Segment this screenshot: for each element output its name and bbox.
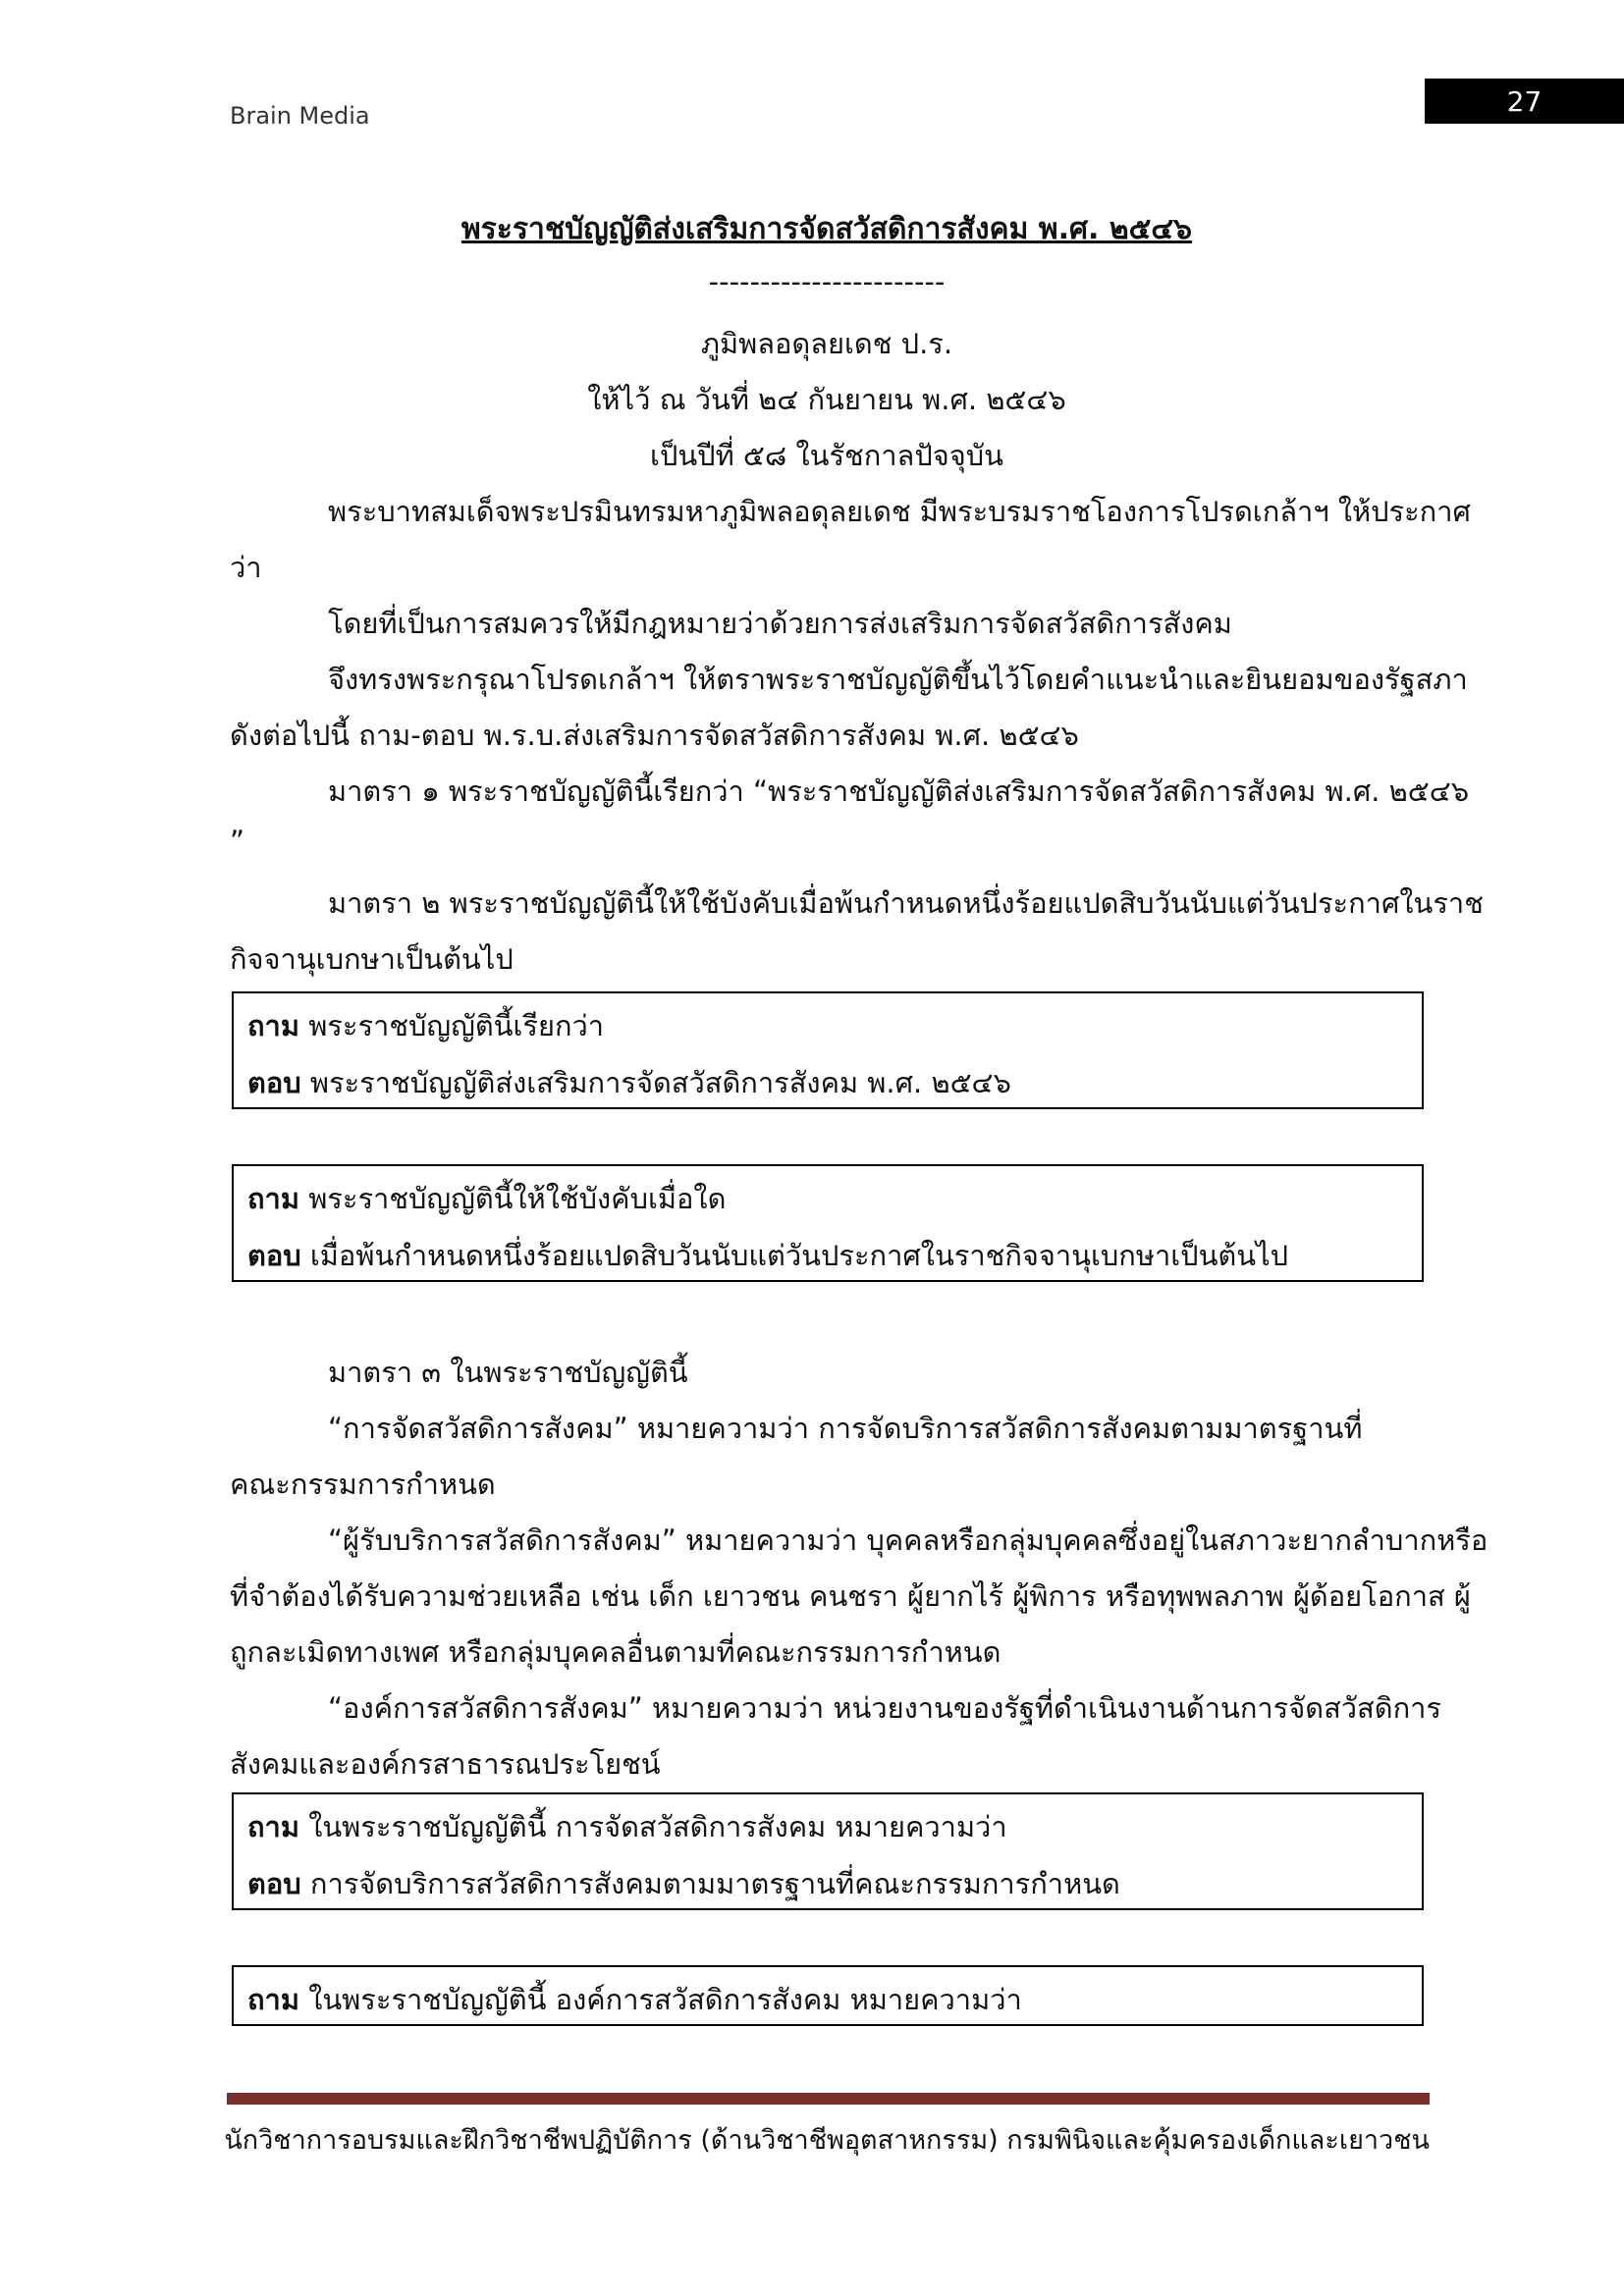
qa-question: ถาม ในพระราชบัญญัตินี้ การจัดสวัสดิการสังคม หมายความว่า bbox=[247, 1810, 1007, 1843]
preamble-line-1: พระบาทสมเด็จพระปรมินทรมหาภูมิพลอดุลยเดช มีพระบรมราชโองการโปรดเกล้าฯ ให้ประกาศ bbox=[328, 495, 1471, 528]
reign-year: เป็นปีที่ ๕๘ ในรัชกาลปัจจุบัน bbox=[650, 439, 1003, 472]
footer-text: นักวิชาการอบรมและฝึกวิชาชีพปฏิบัติการ (ด้านวิชาชีพอุตสาหกรรม) กรมพินิจและคุ้มครองเด็กและเยาวชน bbox=[224, 2125, 1430, 2156]
enactment-line-1: จึงทรงพระกรุณาโปรดเกล้าฯ ให้ตราพระราชบัญญัติขึ้นไว้โดยคำแนะนำและยินยอมของรัฐสภา bbox=[328, 663, 1468, 696]
definition-1-line-2: คณะกรรมการกำหนด bbox=[230, 1468, 496, 1501]
qa-question: ถาม พระราชบัญญัตินี้ให้ใช้บังคับเมื่อใด bbox=[247, 1182, 727, 1215]
king-name: ภูมิพลอดุลยเดช ป.ร. bbox=[700, 327, 953, 360]
preamble-reason: โดยที่เป็นการสมควรให้มีกฎหมายว่าด้วยการส่งเสริมการจัดสวัสดิการสังคม bbox=[328, 607, 1232, 640]
qa-question: ถาม พระราชบัญญัตินี้เรียกว่า bbox=[247, 1009, 605, 1042]
definition-2-line-3: ถูกละเมิดทางเพศ หรือกลุ่มบุคคลอื่นตามที่คณะกรรมการกำหนด bbox=[230, 1635, 1001, 1669]
brand-label: Brain Media bbox=[230, 102, 370, 130]
qa-answer: ตอบ การจัดบริการสวัสดิการสังคมตามมาตรฐานที่คณะกรรมการกำหนด bbox=[247, 1867, 1120, 1900]
document-title: พระราชบัญญัติส่งเสริมการจัดสวัสดิการสังคม พ.ศ. ๒๕๔๖ bbox=[460, 212, 1193, 246]
definition-1-line-1: “การจัดสวัสดิการสังคม” หมายความว่า การจัดบริการสวัสดิการสังคมตามมาตรฐานที่ bbox=[328, 1412, 1363, 1445]
definition-3-line-2: สังคมและองค์กรสาธารณประโยชน์ bbox=[230, 1747, 661, 1781]
preamble-line-2: ว่า bbox=[230, 551, 262, 584]
qa-box-3 bbox=[232, 1792, 1424, 1910]
page-number: 27 bbox=[1425, 79, 1624, 124]
divider: ----------------------- bbox=[708, 265, 946, 298]
qa-box-2 bbox=[232, 1164, 1424, 1282]
qa-box-1 bbox=[232, 991, 1424, 1109]
qa-answer: ตอบ เมื่อพ้นกำหนดหนึ่งร้อยแปดสิบวันนับแต่วันประกาศในราชกิจจานุเบกษาเป็นต้นไป bbox=[247, 1239, 1289, 1272]
definition-3-line-1: “องค์การสวัสดิการสังคม” หมายความว่า หน่วยงานของรัฐที่ดำเนินงานด้านการจัดสวัสดิการ bbox=[328, 1691, 1442, 1725]
qa-answer: ตอบ พระราชบัญญัติส่งเสริมการจัดสวัสดิการสังคม พ.ศ. ๒๕๔๖ bbox=[247, 1066, 1011, 1099]
section-1-line-2: ” bbox=[230, 825, 245, 858]
footer-divider bbox=[227, 2093, 1430, 2105]
definition-2-line-2: ที่จำต้องได้รับความช่วยเหลือ เช่น เด็ก เยาวชน คนชรา ผู้ยากไร้ ผู้พิการ หรือทุพพลภาพ ผู้ด้อยโอกาส ผู้ bbox=[230, 1579, 1471, 1613]
definition-2-line-1: “ผู้รับบริการสวัสดิการสังคม” หมายความว่า บุคคลหรือกลุ่มบุคคลซึ่งอยู่ในสภาวะยากลำบากหรือ bbox=[328, 1523, 1489, 1557]
qa-box-4 bbox=[232, 1965, 1424, 2026]
section-1-line-1: มาตรา ๑ พระราชบัญญัตินี้เรียกว่า “พระราชบัญญัติส่งเสริมการจัดสวัสดิการสังคม พ.ศ. ๒๕๔๖ bbox=[328, 774, 1470, 808]
section-2-line-2: กิจจานุเบกษาเป็นต้นไป bbox=[230, 942, 514, 976]
qa-question: ถาม ในพระราชบัญญัตินี้ องค์การสวัสดิการสังคม หมายความว่า bbox=[247, 1983, 1022, 2016]
section-3: มาตรา ๓ ในพระราชบัญญัตินี้ bbox=[328, 1356, 688, 1389]
enactment-line-2: ดังต่อไปนี้ ถาม-ตอบ พ.ร.บ.ส่งเสริมการจัดสวัสดิการสังคม พ.ศ. ๒๕๔๖ bbox=[230, 719, 1079, 752]
section-2-line-1: มาตรา ๒ พระราชบัญญัตินี้ให้ใช้บังคับเมื่อพ้นกำหนดหนึ่งร้อยแปดสิบวันนับแต่วันประกาศในราช bbox=[328, 886, 1484, 920]
given-date: ให้ไว้ ณ วันที่ ๒๔ กันยายน พ.ศ. ๒๕๔๖ bbox=[587, 383, 1066, 416]
